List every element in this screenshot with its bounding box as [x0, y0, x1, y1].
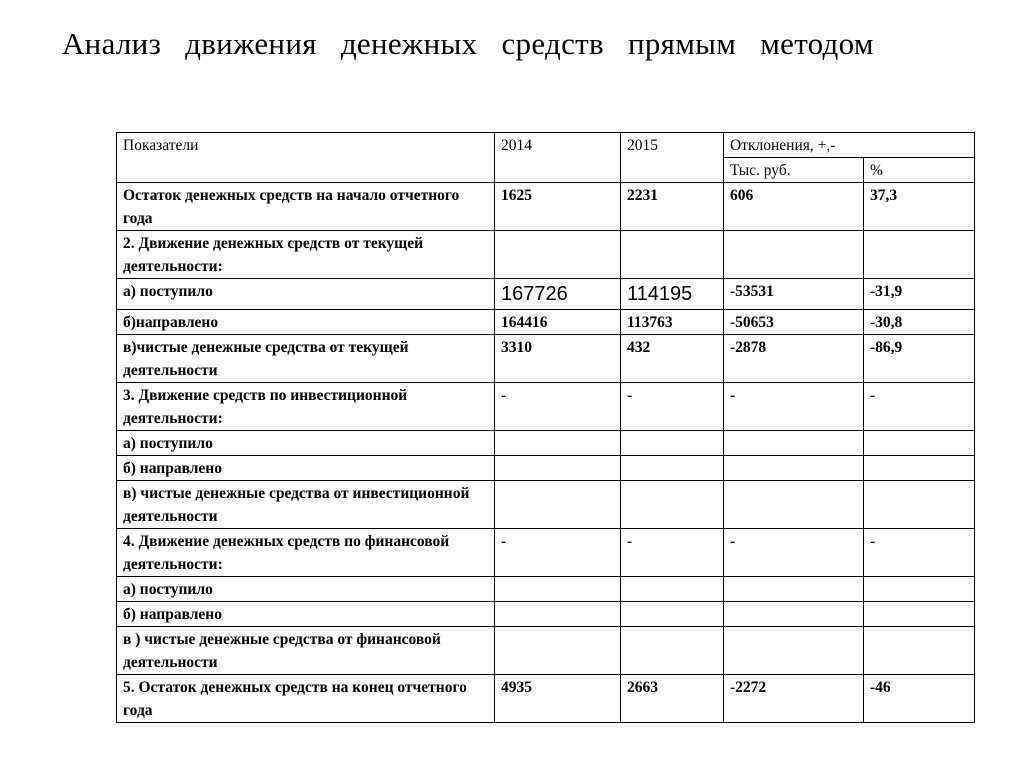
header-indicators: Показатели — [117, 133, 495, 183]
cell-pct: -30,8 — [864, 310, 975, 335]
cell-2015 — [621, 627, 724, 675]
cell-abs — [724, 627, 864, 675]
cell-2014 — [495, 627, 621, 675]
cell-2015: 2663 — [621, 675, 724, 723]
row-label: в) чистые денежные средства от инвестиционной деятельности — [117, 481, 495, 529]
slide-title: Анализ движения денежных средств прямым методом — [62, 26, 874, 61]
cell-abs: -2878 — [724, 335, 864, 383]
cell-pct — [864, 577, 975, 602]
row-label: б)направлено — [117, 310, 495, 335]
cell-2014: - — [495, 383, 621, 431]
cell-abs — [724, 431, 864, 456]
header-thousand-rub: Тыс. руб. — [724, 158, 864, 183]
cell-2015 — [621, 577, 724, 602]
row-label: б) направлено — [117, 456, 495, 481]
cell-pct: 37,3 — [864, 183, 975, 231]
cell-2014: 1625 — [495, 183, 621, 231]
header-2015: 2015 — [621, 133, 724, 183]
cell-abs: -2272 — [724, 675, 864, 723]
cell-2015 — [621, 602, 724, 627]
table-row — [117, 383, 975, 431]
cell-2015: 113763 — [621, 310, 724, 335]
cell-pct: - — [864, 383, 975, 431]
cell-abs: - — [724, 383, 864, 431]
cell-pct — [864, 456, 975, 481]
cell-2015: - — [621, 529, 724, 577]
cell-abs — [724, 231, 864, 279]
cell-pct: -86,9 — [864, 335, 975, 383]
cell-abs — [724, 481, 864, 529]
row-label: а) поступило — [117, 431, 495, 456]
table-row — [117, 602, 975, 627]
table-row — [117, 310, 975, 335]
cell-2014 — [495, 431, 621, 456]
cell-2015: 114195 — [621, 279, 724, 310]
table-row — [117, 279, 975, 310]
row-label: б) направлено — [117, 602, 495, 627]
cell-2014: 164416 — [495, 310, 621, 335]
cell-pct — [864, 481, 975, 529]
table-row — [117, 431, 975, 456]
cell-2014 — [495, 481, 621, 529]
cell-2015 — [621, 481, 724, 529]
cell-2015: - — [621, 383, 724, 431]
cell-pct: -31,9 — [864, 279, 975, 310]
row-label: 2. Движение денежных средств от текущей деятельности: — [117, 231, 495, 279]
table-row — [117, 577, 975, 602]
cell-pct — [864, 602, 975, 627]
cell-2014: 4935 — [495, 675, 621, 723]
cell-2014 — [495, 231, 621, 279]
row-label: в)чистые денежные средства от текущей деятельности — [117, 335, 495, 383]
table-row — [117, 231, 975, 279]
table-row — [117, 481, 975, 529]
table-header-row — [117, 133, 975, 158]
header-deviations: Отклонения, +,- — [724, 133, 975, 158]
table-row — [117, 529, 975, 577]
row-label: а) поступило — [117, 577, 495, 602]
table-row — [117, 675, 975, 723]
cell-abs: -53531 — [724, 279, 864, 310]
cell-2015 — [621, 456, 724, 481]
row-label: 5. Остаток денежных средств на конец отчетного года — [117, 675, 495, 723]
cash-flow-table — [116, 132, 975, 723]
cell-abs: 606 — [724, 183, 864, 231]
cell-2015 — [621, 431, 724, 456]
cell-pct — [864, 231, 975, 279]
cell-2014 — [495, 577, 621, 602]
cell-abs: -50653 — [724, 310, 864, 335]
cell-2015: 432 — [621, 335, 724, 383]
table-row — [117, 627, 975, 675]
table-row — [117, 335, 975, 383]
cell-2014: 167726 — [495, 279, 621, 310]
cell-2014: 3310 — [495, 335, 621, 383]
cell-2014 — [495, 456, 621, 481]
cell-pct: -46 — [864, 675, 975, 723]
cell-abs — [724, 602, 864, 627]
header-percent: % — [864, 158, 975, 183]
cell-2015 — [621, 231, 724, 279]
cell-2014: - — [495, 529, 621, 577]
table-row — [117, 456, 975, 481]
cell-pct: - — [864, 529, 975, 577]
row-label: Остаток денежных средств на начало отчетного года — [117, 183, 495, 231]
cell-pct — [864, 431, 975, 456]
cell-2014 — [495, 602, 621, 627]
cell-abs — [724, 577, 864, 602]
row-label: 3. Движение средств по инвестиционной деятельности: — [117, 383, 495, 431]
cell-abs: - — [724, 529, 864, 577]
cell-pct — [864, 627, 975, 675]
row-label: а) поступило — [117, 279, 495, 310]
cell-2015: 2231 — [621, 183, 724, 231]
row-label: 4. Движение денежных средств по финансовой деятельности: — [117, 529, 495, 577]
row-label: в ) чистые денежные средства от финансовой деятельности — [117, 627, 495, 675]
header-2014: 2014 — [495, 133, 621, 183]
table-row — [117, 183, 975, 231]
cell-abs — [724, 456, 864, 481]
